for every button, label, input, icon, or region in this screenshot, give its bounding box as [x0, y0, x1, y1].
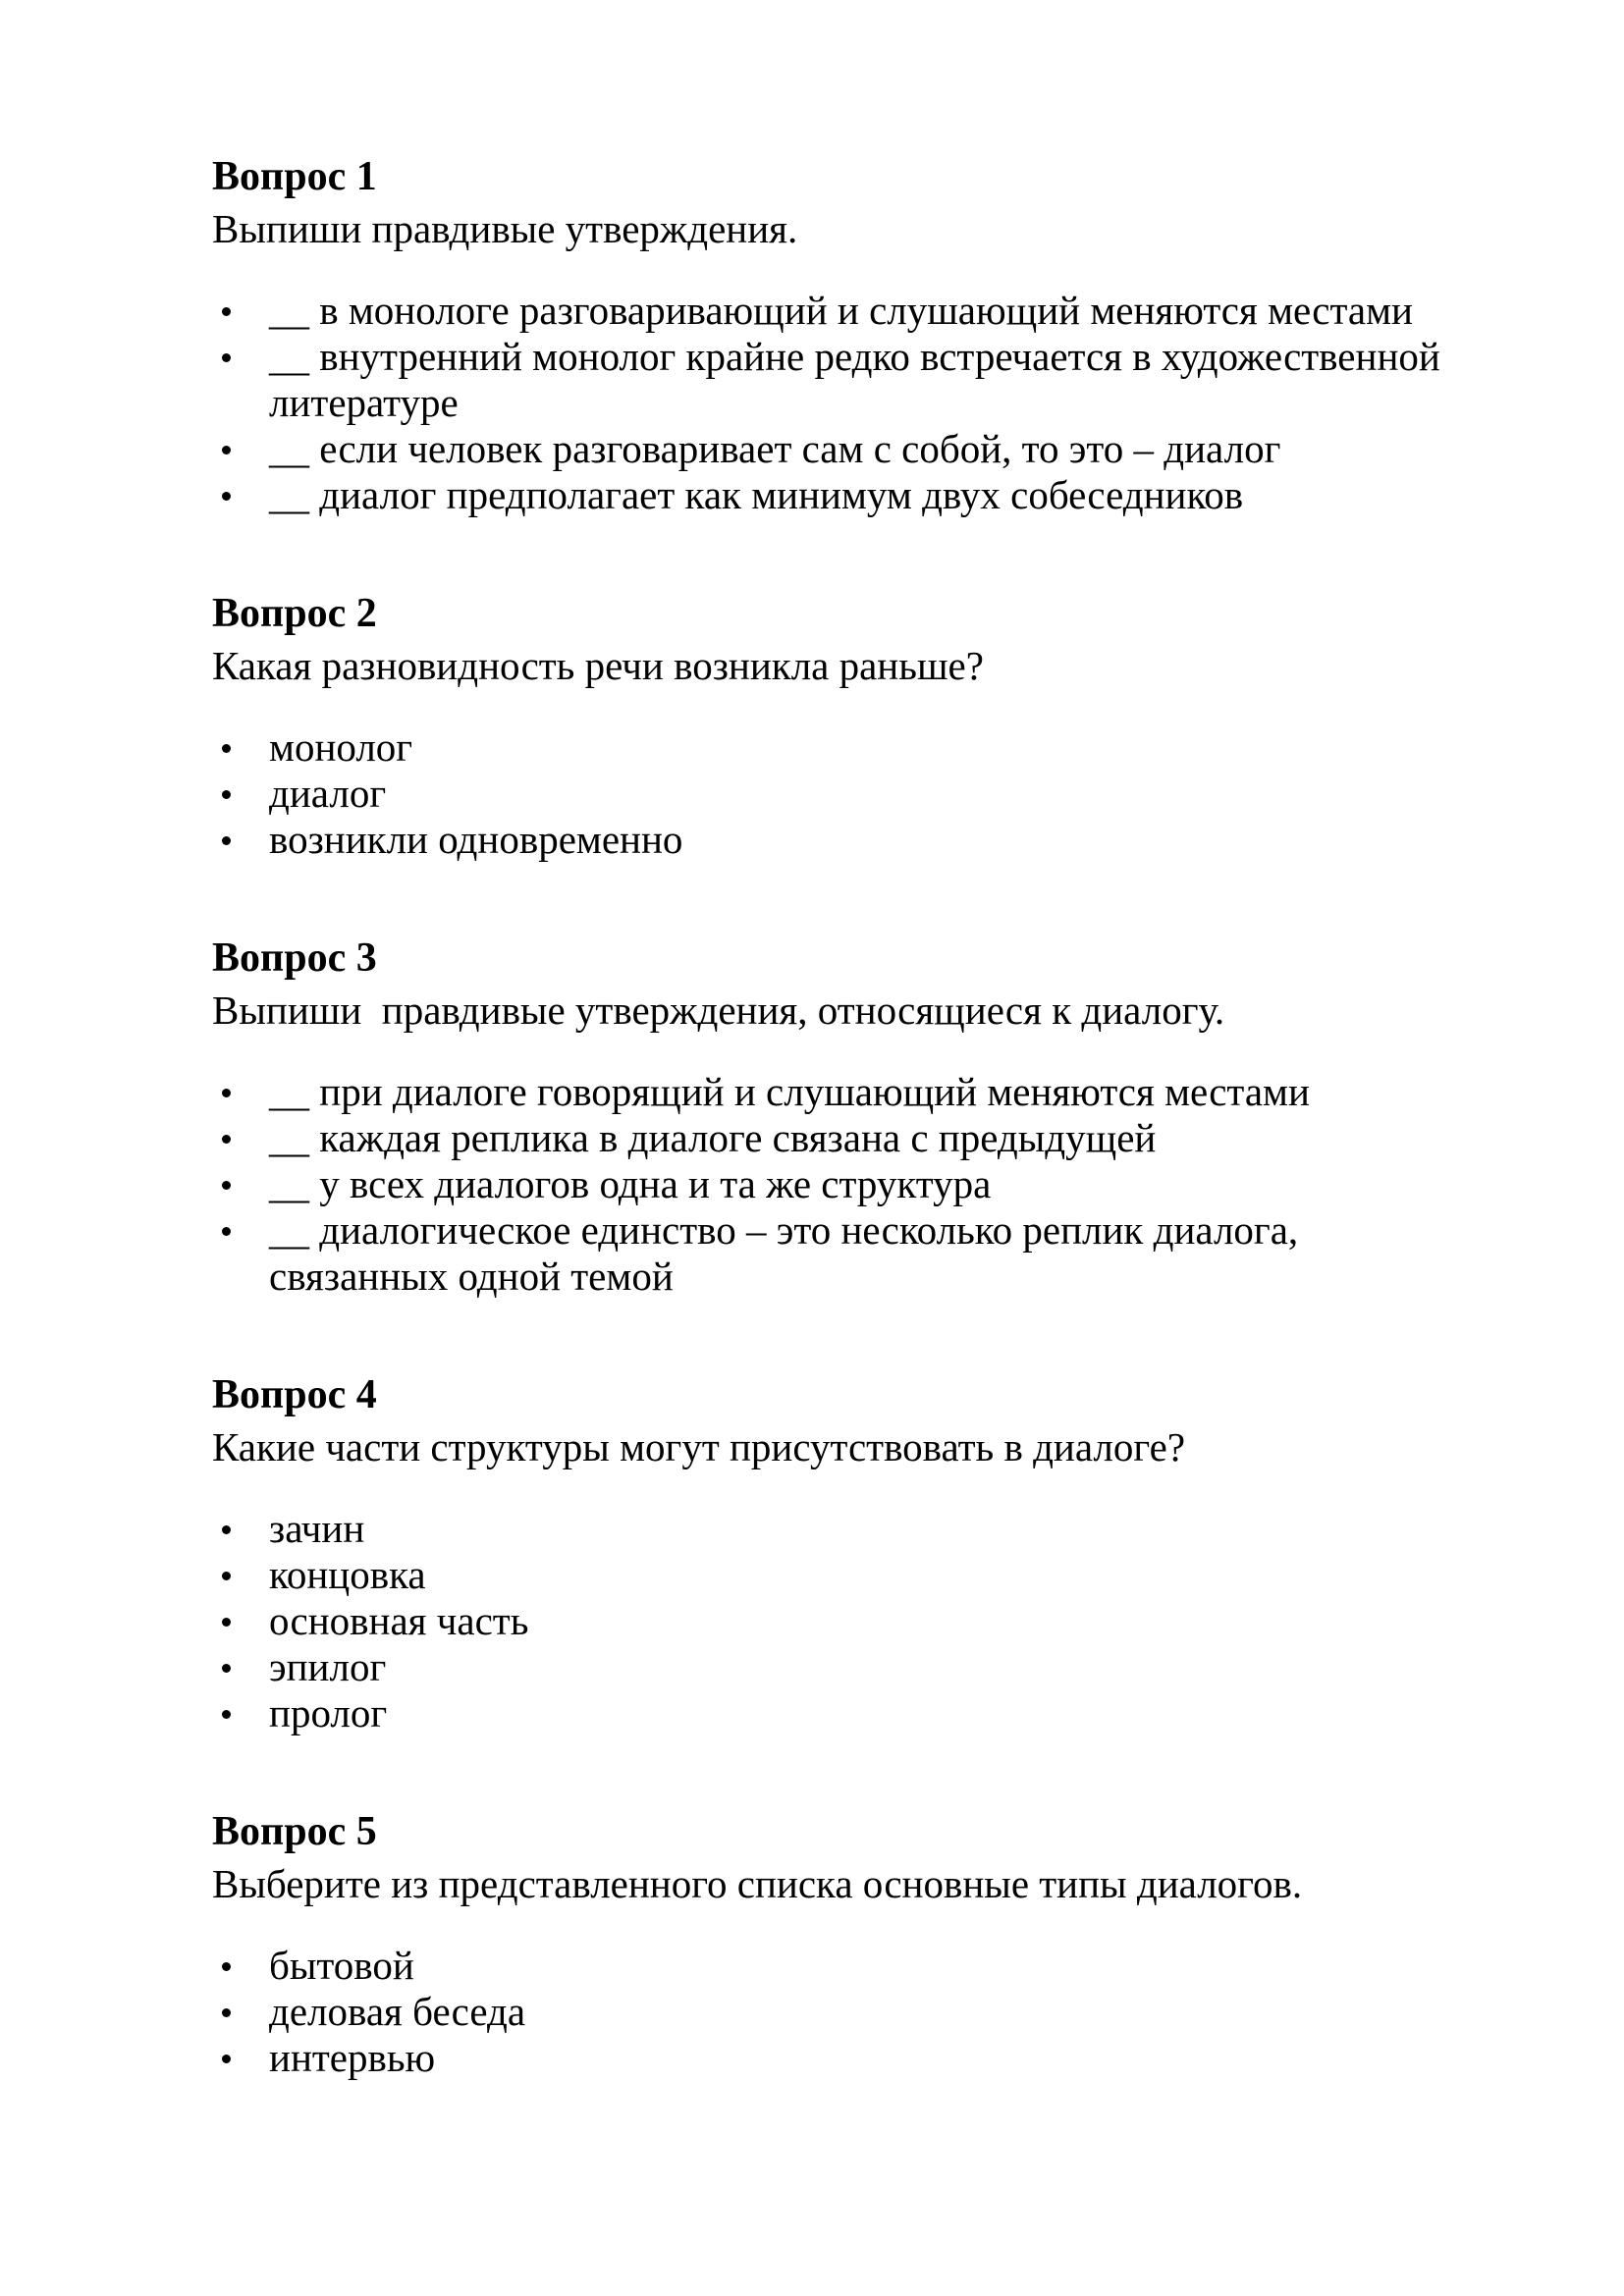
question-block-4 — [212, 1372, 1457, 1736]
option-item — [212, 724, 1457, 771]
option-label: __ диалогическое единство – это несколько реплик диалога, связанных одной темой — [269, 1207, 1299, 1299]
option-label: __ внутренний монолог крайне редко встречается в художественной литературе — [269, 334, 1440, 425]
bullet-icon — [222, 446, 231, 454]
question-block-2 — [212, 591, 1457, 863]
option-label: зачин — [269, 1506, 365, 1551]
question-title: Вопрос 3 — [212, 935, 377, 981]
bullet-icon — [222, 492, 231, 501]
option-label: пролог — [269, 1690, 388, 1735]
bullet-icon — [222, 1664, 231, 1673]
option-label: бытовой — [269, 1943, 414, 1988]
option-label: концовка — [269, 1552, 426, 1597]
bullet-icon — [222, 1135, 231, 1144]
bullet-icon — [222, 744, 231, 753]
option-item — [212, 1506, 1457, 1552]
option-label: интервью — [269, 2035, 436, 2080]
option-item — [212, 1989, 1457, 2035]
option-label: монолог — [269, 724, 413, 770]
options-list — [212, 724, 1457, 863]
option-item — [212, 1161, 1457, 1207]
bullet-icon — [222, 353, 231, 362]
options-list — [212, 1069, 1457, 1300]
option-item — [212, 1115, 1457, 1161]
option-item — [212, 426, 1457, 472]
bullet-icon — [222, 2008, 231, 2017]
question-prompt: Выберите из представленного списка основные типы диалогов. — [212, 1861, 1303, 1906]
option-item — [212, 472, 1457, 518]
bullet-icon — [222, 1710, 231, 1719]
option-label: __ при диалоге говорящий и слушающий меняются местами — [269, 1069, 1310, 1114]
option-label: __ каждая реплика в диалоге связана с предыдущей — [269, 1115, 1157, 1160]
bullet-icon — [222, 2055, 231, 2063]
bullet-icon — [222, 836, 231, 845]
option-item — [212, 817, 1457, 863]
question-title: Вопрос 5 — [212, 1809, 377, 1854]
question-prompt: Выпиши правдивые утверждения, относящиеся к диалогу. — [212, 988, 1225, 1033]
options-list — [212, 1943, 1457, 2081]
question-prompt: Выпиши правдивые утверждения. — [212, 206, 798, 251]
option-item — [212, 1690, 1457, 1736]
option-label: __ у всех диалогов одна и та же структура — [269, 1161, 992, 1206]
option-item — [212, 1069, 1457, 1115]
option-item — [212, 1552, 1457, 1598]
option-item — [212, 1644, 1457, 1690]
question-prompt: Какие части структуры могут присутствовать в диалоге? — [212, 1424, 1186, 1469]
option-item — [212, 1943, 1457, 1989]
bullet-icon — [222, 1089, 231, 1097]
options-list — [212, 288, 1457, 518]
option-item — [212, 2035, 1457, 2081]
bullet-icon — [222, 307, 231, 316]
bullet-icon — [222, 790, 231, 799]
bullet-icon — [222, 1618, 231, 1627]
question-block-1 — [212, 154, 1457, 518]
option-item — [212, 1598, 1457, 1644]
bullet-icon — [222, 1572, 231, 1580]
option-label: деловая беседа — [269, 1989, 526, 2034]
bullet-icon — [222, 1181, 231, 1190]
option-label: возникли одновременно — [269, 817, 683, 862]
option-item — [212, 288, 1457, 334]
question-block-3 — [212, 935, 1457, 1300]
options-list — [212, 1506, 1457, 1736]
bullet-icon — [222, 1962, 231, 1971]
option-item — [212, 771, 1457, 817]
question-block-5 — [212, 1809, 1457, 2081]
option-label: __ если человек разговаривает сам с собой, то это – диалог — [269, 426, 1281, 471]
question-prompt: Какая разновидность речи возникла раньше? — [212, 643, 984, 688]
option-label: основная часть — [269, 1598, 529, 1643]
question-title: Вопрос 1 — [212, 154, 377, 199]
bullet-icon — [222, 1525, 231, 1534]
bullet-icon — [222, 1227, 231, 1236]
option-label: диалог — [269, 771, 387, 816]
question-title: Вопрос 4 — [212, 1372, 377, 1417]
option-item — [212, 334, 1457, 426]
option-label: __ в монологе разговаривающий и слушающий меняются местами — [269, 288, 1413, 333]
option-item — [212, 1207, 1457, 1300]
option-label: эпилог — [269, 1644, 387, 1689]
question-title: Вопрос 2 — [212, 591, 377, 636]
option-label: __ диалог предполагает как минимум двух собеседников — [269, 472, 1244, 517]
